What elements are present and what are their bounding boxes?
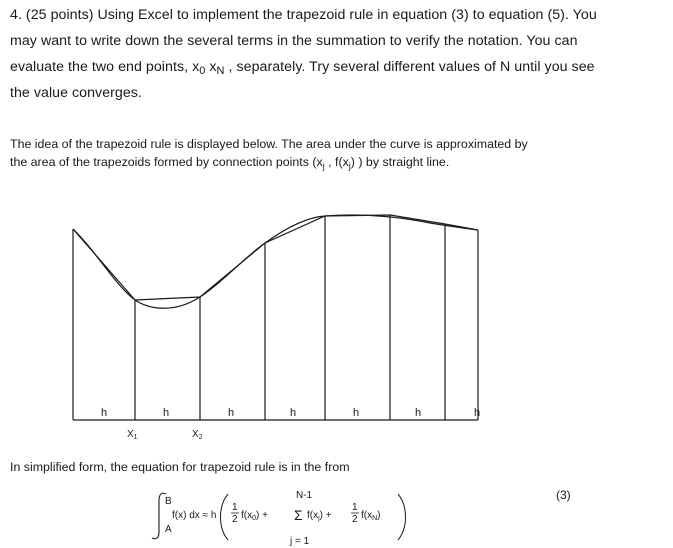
problem-line-2: may want to write down the several terms in the summation to verify the notation. You can bbox=[10, 33, 578, 49]
right-paren bbox=[398, 494, 406, 540]
idea-line-2 bbox=[10, 153, 650, 171]
half-num-2: 1 bbox=[352, 502, 358, 513]
sum-symbol: Σ bbox=[294, 507, 303, 523]
subscript-j-2: j bbox=[348, 161, 351, 171]
half-den-2: 2 bbox=[352, 514, 358, 525]
problem-line-3-b: x bbox=[205, 59, 217, 75]
idea-line-2-b: , f(x bbox=[324, 155, 349, 169]
h-label-3: h bbox=[228, 407, 235, 419]
sum-upper: N-1 bbox=[296, 490, 313, 501]
h-label-4: h bbox=[290, 407, 297, 419]
problem-line-3-c: , separately. Try several different values of N until you see bbox=[224, 59, 595, 75]
trapezoid-diagram bbox=[0, 205, 673, 445]
trapezoid-formula bbox=[150, 488, 420, 546]
h-label-5: h bbox=[353, 407, 360, 419]
problem-statement bbox=[10, 2, 665, 106]
h-label-6: h bbox=[415, 407, 422, 419]
x1-label: $X_1$ bbox=[127, 429, 138, 441]
subscript-n: N bbox=[216, 65, 225, 77]
term-first: $f(x_0)$ + bbox=[241, 510, 268, 522]
subscript-j-1: j bbox=[322, 161, 325, 171]
h-label-7: h bbox=[474, 407, 481, 419]
subscript-0: 0 bbox=[199, 65, 206, 77]
x2-label: $X_2$ bbox=[192, 429, 203, 441]
idea-line-2-c: ) ) by straight line. bbox=[350, 155, 450, 169]
h-label-1: h bbox=[101, 407, 108, 419]
problem-line-3 bbox=[10, 54, 665, 80]
integral-sign bbox=[152, 493, 166, 539]
lower-limit: A bbox=[165, 524, 172, 535]
upper-limit: B bbox=[165, 496, 172, 507]
term-last: $f(x_N)$ bbox=[361, 510, 381, 522]
problem-line-1: 4. (25 points) Using Excel to implement the trapezoid rule in equation (3) to equation (5). You bbox=[10, 7, 597, 23]
problem-line-3-a: evaluate the two end points, x bbox=[10, 59, 200, 75]
simplified-form-text: In simplified form, the equation for trapezoid rule is in the from bbox=[10, 460, 350, 474]
trapezoid-chords bbox=[73, 215, 478, 300]
left-paren bbox=[221, 494, 229, 540]
integrand: f(x) dx ≈ h bbox=[172, 510, 217, 521]
idea-line-2-a: the area of the trapezoids formed by connection points (x bbox=[10, 155, 323, 169]
problem-line-4: the value converges. bbox=[10, 85, 142, 101]
h-label-2: h bbox=[163, 407, 170, 419]
half-num-1: 1 bbox=[232, 502, 238, 513]
sum-lower: j = 1 bbox=[290, 536, 310, 546]
idea-paragraph bbox=[10, 135, 650, 171]
idea-line-1: The idea of the trapezoid rule is displayed below. The area under the curve is approximated by bbox=[10, 137, 528, 151]
term-mid: $f(x_j)$ + bbox=[307, 510, 332, 522]
function-curve bbox=[73, 215, 478, 308]
half-den-1: 2 bbox=[232, 514, 238, 525]
equation-number: (3) bbox=[556, 488, 571, 502]
partition-lines bbox=[73, 215, 481, 420]
